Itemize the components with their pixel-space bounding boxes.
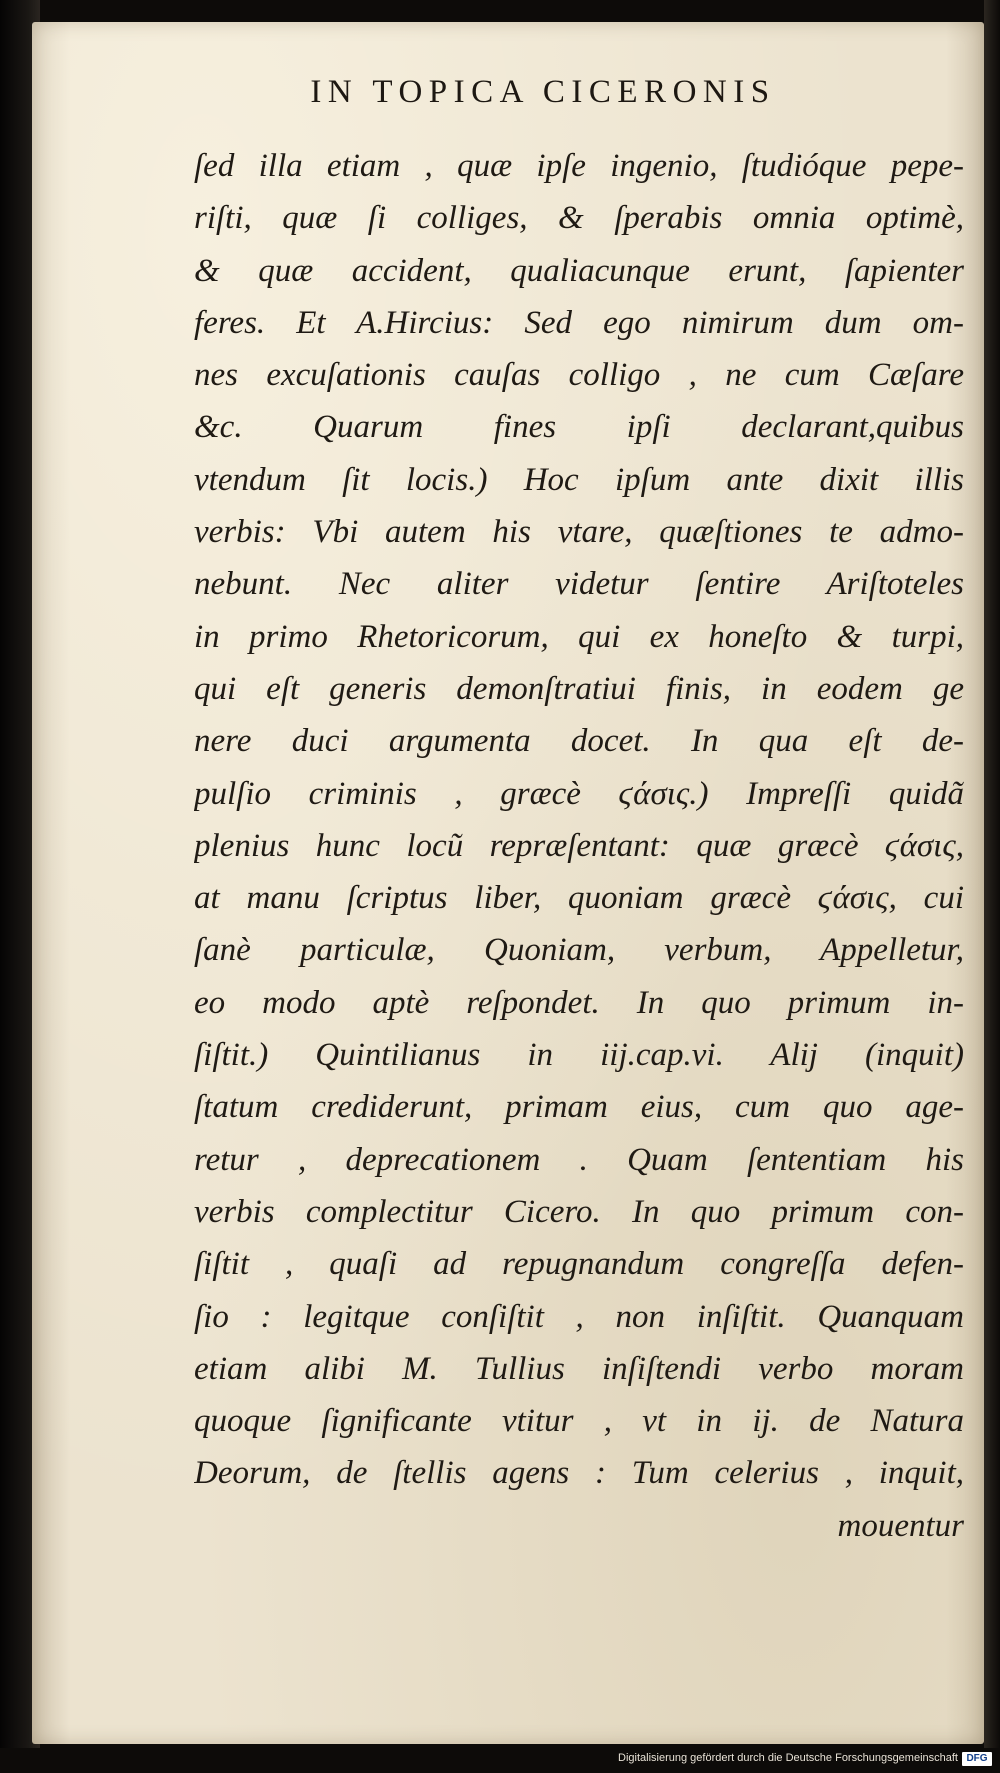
- text-line: etiam alibi M. Tullius inſiſtendi verbo moram: [194, 1350, 964, 1387]
- text-line: nebunt. Nec aliter videtur ſentire Ariſtoteles: [194, 566, 964, 603]
- text-line: qui eſt generis demonſtratiui finis, in eodem ge: [194, 670, 964, 707]
- text-line: quoque ſignificante vtitur , vt in ij. de Natura: [194, 1403, 964, 1440]
- text-line: eo modo aptè reſpondet. In quo primum in-: [194, 984, 964, 1021]
- text-line: verbis complectitur Cicero. In quo primum con-: [194, 1193, 964, 1230]
- page-edge-shadow: [984, 0, 1000, 1773]
- text-line: ſtatum crediderunt, primam eius, cum quo age-: [194, 1089, 964, 1126]
- running-head: IN TOPICA CICERONIS: [310, 74, 776, 110]
- text-line: ſed illa etiam , quæ ipſe ingenio, ſtudióque pepe-: [194, 148, 964, 184]
- text-line: pulſio criminis , græcè ϛάσις.) Impreſſi quidã: [194, 775, 964, 812]
- text-line: feres. Et A.Hircius: Sed ego nimirum dum om-: [194, 304, 964, 341]
- text-line: ſio : legitque conſiſtit , non inſiſtit. Quanquam: [194, 1298, 964, 1335]
- text-line: Deorum, de ſtellis agens : Tum celerius , inquit,: [194, 1455, 964, 1492]
- text-line: plenius hunc locũ repræſentant: quæ græcè ϛάσις,: [194, 827, 964, 864]
- text-line: ſanè particulæ, Quoniam, verbum, Appelletur,: [194, 932, 964, 969]
- text-line: vtendum ſit locis.) Hoc ipſum ante dixit illis: [194, 461, 964, 498]
- text-line: retur , deprecationem . Quam ſententiam his: [194, 1141, 964, 1178]
- text-line: riſti, quæ ſi colliges, & ſperabis omnia optimè,: [194, 200, 964, 237]
- body-text: [194, 140, 964, 1552]
- dfg-logo: DFG: [962, 1752, 992, 1766]
- text-line: nere duci argumenta docet. In qua eſt de-: [194, 723, 964, 760]
- book-page: [32, 22, 984, 1744]
- text-line: verbis: Vbi autem his vtare, quæſtiones te admo-: [194, 514, 964, 551]
- text-line: nes excuſationis cauſas colligo , ne cum Cæſare: [194, 357, 964, 394]
- text-line: in primo Rhetoricorum, qui ex honeſto & turpi,: [194, 618, 964, 655]
- text-line: & quæ accident, qualiacunque erunt, ſapienter: [194, 252, 964, 289]
- text-line: ſiſtit , quaſi ad repugnandum congreſſa defen-: [194, 1246, 964, 1283]
- digitization-credit: Digitalisierung gefördert durch die Deutsche Forschungsgemeinschaft: [618, 1752, 958, 1764]
- text-line: at manu ſcriptus liber, quoniam græcè ϛάσις, cui: [194, 880, 964, 917]
- text-line: mouentur: [837, 1507, 964, 1544]
- text-line: &c. Quarum fines ipſi declarant,quibus: [194, 409, 964, 446]
- text-line: ſiſtit.) Quintilianus in iij.cap.vi. Alij (inquit): [194, 1037, 964, 1074]
